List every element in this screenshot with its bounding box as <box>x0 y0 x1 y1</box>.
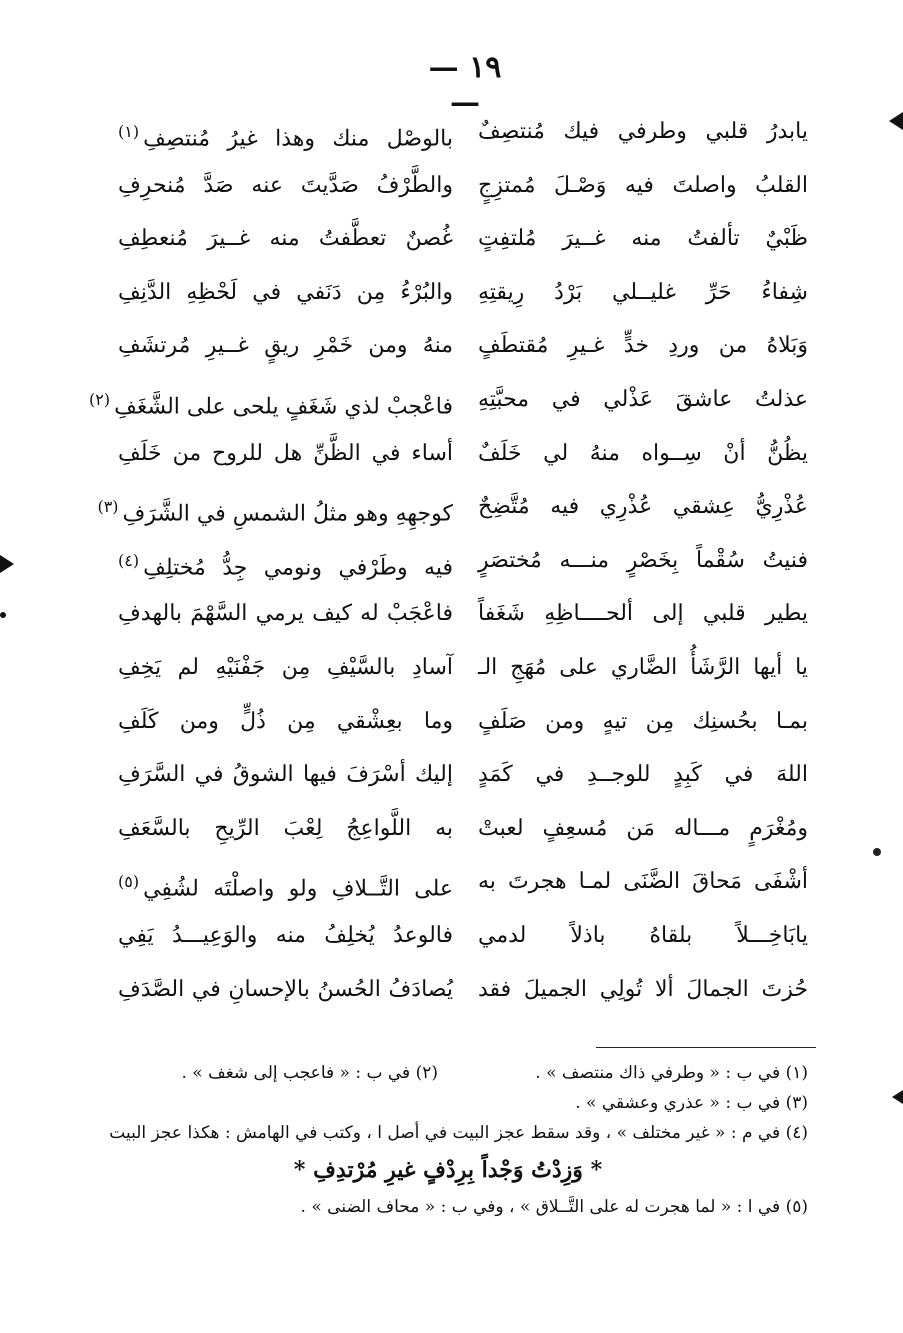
verse-second-hemistich-text: كوجهِهِ وهو مثلُ الشمسِ في الشَّرَفِ <box>122 501 453 527</box>
verse-second-hemistich-text: فاعْجَبْ له كيف يرمي السَّهْمَ بالهدفِ <box>118 601 453 627</box>
verse-second-hemistich-text: آسادِ بالسَّيْفِ مِن جَفْنَيْهِ لم يَخِفِ <box>118 654 453 680</box>
ink-dot <box>873 848 881 856</box>
verse-first-hemistich: يابدرُ قلبي وطرفي فيك مُنتصِفٌ <box>478 119 808 144</box>
footnote-4-verse: * وَزِدْتُ وَجْداً بِرِدْفٍ غيرِ مُرْتدِفِ * <box>293 1157 603 1183</box>
verse-second-hemistich <box>118 159 453 213</box>
verse-row <box>118 534 808 588</box>
verse-row <box>118 427 808 481</box>
verse-first-hemistich: ظَبْيٌ تألفتُ منه غــيرَ مُلتفِتٍ <box>478 226 808 252</box>
page-edge-mark <box>892 1090 903 1104</box>
verse-row <box>88 373 808 427</box>
verse-first-hemistich: شِفاءُ حَرِّ غليــلي بَرْدُ رِيقتِهِ <box>478 279 808 305</box>
verse-second-hemistich-text: والطَّرْفُ صَدَّيتَ عنه صَدَّ مُنحرِفِ <box>118 172 453 198</box>
verse-second-hemistich-text: وما بعِشْقي مِن ذُلٍّ ومن كَلَفِ <box>118 708 453 734</box>
verse-row <box>97 480 808 534</box>
verse-row <box>118 855 808 909</box>
verse-row <box>118 212 808 266</box>
page-edge-mark <box>889 112 903 130</box>
verse-second-hemistich-text: منهُ ومن خَمْرِ ريقٍ غــيرِ مُرتشَفِ <box>118 333 453 359</box>
verse-first-hemistich: ومُغْرَمٍ مـــاله مَن مُسعِفٍ لعبتْ <box>478 815 808 841</box>
verse-second-hemistich <box>118 587 453 641</box>
verse-second-hemistich-text: غُصنٌ تعطَّفتُ منه غــيرَ مُنعطِفِ <box>118 226 453 252</box>
verse-second-hemistich <box>118 963 453 1017</box>
verse-second-hemistich <box>118 105 453 166</box>
verse-second-hemistich <box>118 534 453 595</box>
verse-second-hemistich-text: فالوعدُ يُخلِفُ منه والوَعِيـــدُ يَفِي <box>118 922 453 948</box>
verse-second-hemistich-text: به اللَّواعِجُ لِعْبَ الرِّيحِ بالسَّعَفِ <box>118 815 453 841</box>
footnote-marker: (٣) <box>97 497 119 517</box>
footnotes <box>88 1058 808 1222</box>
page-edge-mark <box>0 612 6 618</box>
verse-first-hemistich: القلبُ واصلتَ فيه وَصْـلَ مُمتزِجٍ <box>478 172 808 198</box>
verse-second-hemistich <box>118 212 453 266</box>
footnote-row-1 <box>88 1058 808 1088</box>
footnote-marker: (٢) <box>88 389 111 409</box>
verse-row <box>118 641 808 695</box>
verse-first-hemistich: عذلتُ عاشقَ عَذْلي في محبَّتِهِ <box>478 386 808 412</box>
verse-first-hemistich: وَبَلاهُ من وردِ خدٍّ غـيرِ مُقتطَفٍ <box>478 333 808 359</box>
verse-second-hemistich <box>118 748 453 802</box>
verse-second-hemistich <box>118 266 453 320</box>
verse-first-hemistich: اللهَ في كَبِدٍ للوجــدِ في كَمَدٍ <box>478 762 808 788</box>
verse-second-hemistich <box>88 373 453 434</box>
page-edge-mark <box>0 555 14 573</box>
verse-second-hemistich-text: يُصادَفُ الحُسنُ بالإحسانِ في الصَّدَفِ <box>118 976 453 1002</box>
footnote-2: (٢) في ب : « فاعجب إلى شغف » . <box>181 1063 438 1083</box>
verse-second-hemistich <box>118 909 453 963</box>
verse-second-hemistich <box>118 427 453 481</box>
verse-row <box>118 748 808 802</box>
verse-first-hemistich: حُزتَ الجمالَ ألا تُولِي الجميلَ فقد <box>478 976 808 1002</box>
verse-row <box>118 695 808 749</box>
verse-first-hemistich: يطير قلبي إلى ألحــــاظِهِ شَغَفاً <box>478 601 808 627</box>
verse-first-hemistich: يا أيها الرَّشَأُ الضَّاري على مُهَجِ الـ <box>478 654 808 680</box>
verse-row <box>118 266 808 320</box>
verse-second-hemistich <box>118 319 453 373</box>
footnote-1: (١) في ب : « وطرفي ذاك منتصف » . <box>535 1063 808 1083</box>
verse-second-hemistich-text: إليك أسْرَفَ فيها الشوقُ في السَّرَفِ <box>118 762 453 788</box>
verse-row <box>118 159 808 213</box>
verse-first-hemistich: فنيتُ سُقْماً بِخَصْرٍ منـــه مُختصَرٍ <box>478 547 808 573</box>
verse-second-hemistich-text: على التَّــلافِ ولو واصلْتَه لشُفِي <box>143 876 453 902</box>
verse-second-hemistich-text: والبُرْءُ مِن دَنَفي في لَحْظِهِ الدَّنِفِ <box>118 279 453 305</box>
footnote-marker: (١) <box>118 122 140 141</box>
verse-row <box>118 963 808 1017</box>
footnote-3: (٣) في ب : « عذري وعشقي » . <box>575 1093 808 1113</box>
verse-row <box>118 802 808 856</box>
verse-first-hemistich: عُذْرِيُّ عِشقي عُذْرِي فيه مُتَّضِحٌ <box>478 494 808 520</box>
verse-second-hemistich <box>97 480 453 541</box>
verse-first-hemistich: أشْفَى مَحاقَ الضَّنَى لمـا هجرتَ به <box>478 869 808 895</box>
verse-second-hemistich <box>118 641 453 695</box>
verse-second-hemistich-text: فاعْجبْ لذي شَغَفٍ يلحى على الشَّغَفِ <box>114 394 453 420</box>
verse-second-hemistich <box>118 855 453 916</box>
verse-second-hemistich-text: بالوصْل منك وهذا غيرُ مُنتصِفِ <box>143 126 453 152</box>
footnote-rule <box>596 1047 816 1048</box>
verse-second-hemistich-text: أساء في الظَّنِّ هل للروح من خَلَفِ <box>118 440 453 466</box>
verse-row <box>118 909 808 963</box>
verse-second-hemistich-text: فيه وطَرْفي ونومي جِدُّ مُختلِفِ <box>143 555 453 581</box>
verse-row <box>118 105 808 159</box>
footnote-marker: (٤) <box>118 550 140 570</box>
footnote-5: (٥) في ا : « لما هجرت له على التَّــلاق » ، وفي ب : « محاف الضنى » . <box>300 1197 808 1217</box>
verse-row <box>118 319 808 373</box>
footnote-marker: (٥) <box>118 872 140 892</box>
verse-row <box>118 587 808 641</box>
verse-second-hemistich <box>118 695 453 749</box>
page-number: — ١٩ — <box>428 50 502 120</box>
verse-second-hemistich <box>118 802 453 856</box>
footnote-4: (٤) في م : « غير مختلف » ، وقد سقط عجز البيت في أصل ا ، وكتب في الهامش : هكذا عجز البيت <box>109 1123 808 1143</box>
poem-verses <box>88 105 808 1016</box>
verse-first-hemistich: بمـا بحُسنِك مِن تيهٍ ومن صَلَفٍ <box>478 708 808 734</box>
verse-first-hemistich: يابَاخِـــلاً بلقاهُ باذلاً لدمي <box>478 922 808 948</box>
verse-first-hemistich: يظُنُّ أنْ سِــواه منهُ لي خَلَفٌ <box>478 440 808 466</box>
